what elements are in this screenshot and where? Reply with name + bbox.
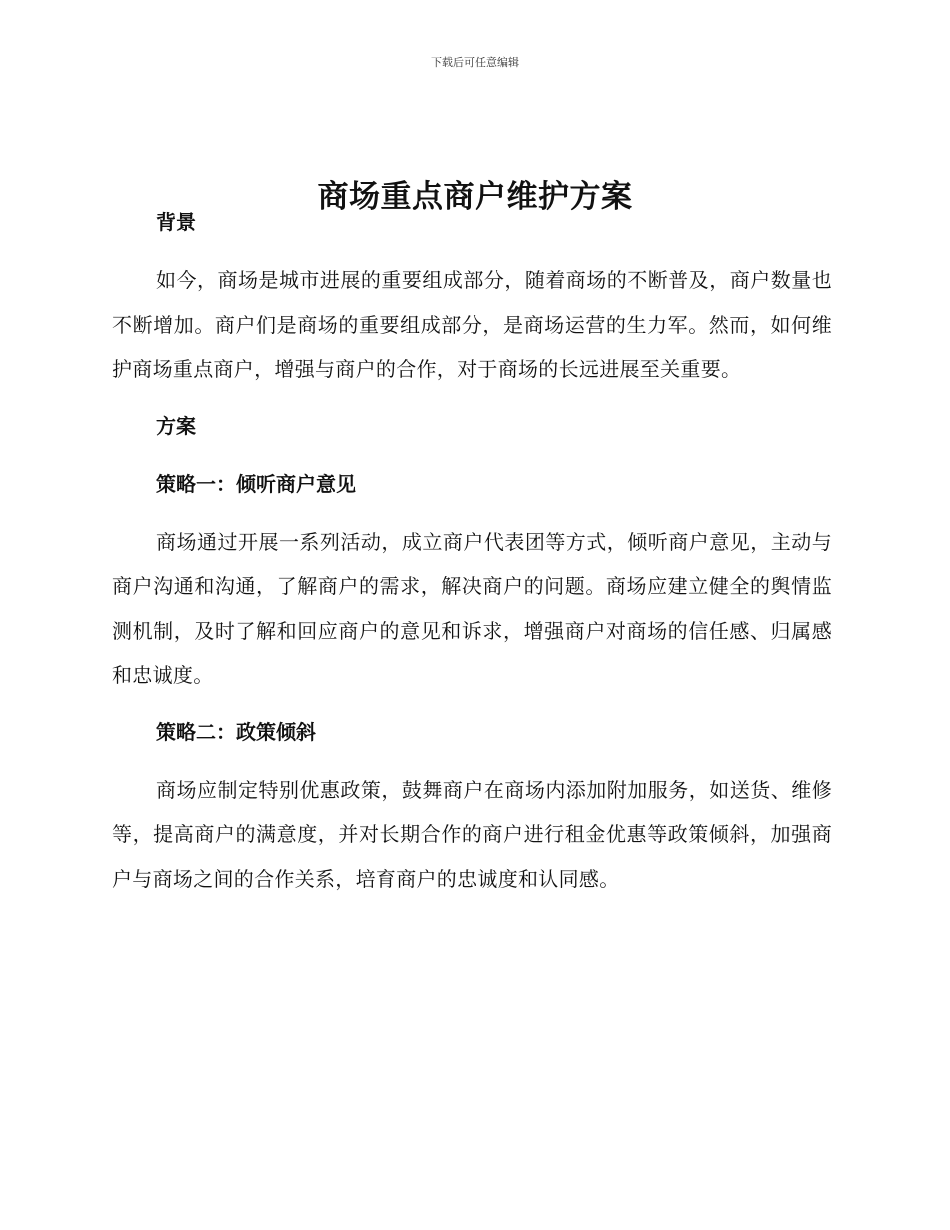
document-body [112, 200, 832, 901]
section-heading-plan: 方案 [156, 413, 196, 438]
paragraph-strategy-2: 商场应制定特别优惠政策，鼓舞商户在商场内添加附加服务，如送货、维修等，提高商户的满意度，并对长期合作的商户进行租金优惠等政策倾斜，加强商户与商场之间的合作关系，培育商户的忠诚度和认同感。 [112, 777, 832, 891]
paragraph-background: 如今，商场是城市进展的重要组成部分，随着商场的不断普及，商户数量也不断增加。商户们是商场的重要组成部分，是商场运营的生力军。然而，如何维护商场重点商户，增强与商户的合作，对于商场的长远进展至关重要。 [112, 268, 832, 381]
section-heading-background: 背景 [156, 210, 196, 234]
header-note: 下载后可任意编辑 [431, 56, 519, 69]
document-title: 商场重点商户维护方案 [317, 178, 633, 215]
paragraph-strategy-1: 商场通过开展一系列活动，成立商户代表团等方式，倾听商户意见，主动与商户沟通和沟通，了解商户的需求，解决商户的问题。商场应建立健全的舆情监测机制，及时了解和回应商户的意见和诉求，增强商户对商场的信任感、归属感和忠诚度。 [112, 529, 832, 687]
subsection-heading-strategy-2: 策略二：政策倾斜 [156, 719, 316, 744]
subsection-heading-strategy-1: 策略一：倾听商户意见 [156, 471, 356, 496]
